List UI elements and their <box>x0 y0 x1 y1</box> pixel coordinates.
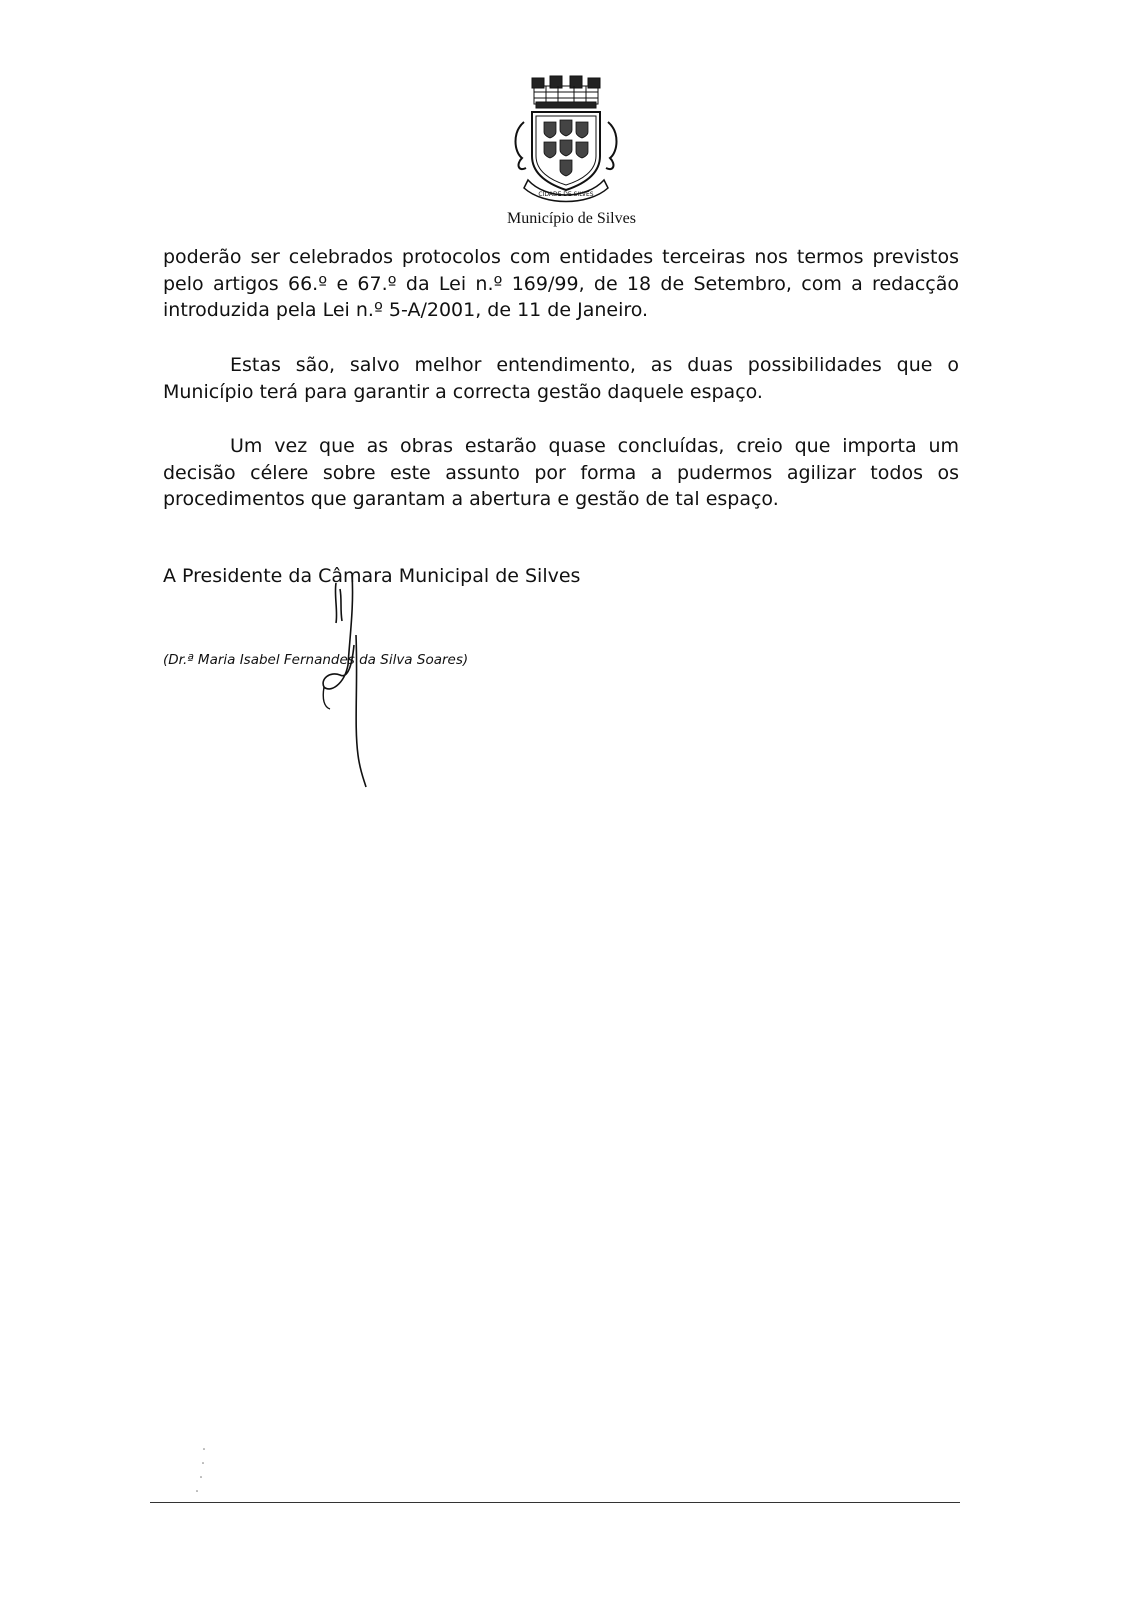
handwritten-signature <box>300 575 400 805</box>
paragraph-3: Um vez que as obras estarão quase concluídas, creio que importa um decisão célere sobre este assunto por forma a pudermos agilizar todos os procedimentos que garantam a abertura e gestão de tal espaço. <box>163 435 959 510</box>
paragraph-1: poderão ser celebrados protocolos com entidades terceiras nos termos previstos pelo artigos 66.º e 67.º da Lei n.º 169/99, de 18 de Setembro, com a redacção introduzida pela Lei n.º 5-A/2001, de 11 de Janeiro. <box>163 246 959 321</box>
municipal-coat-of-arms-icon <box>506 72 626 204</box>
footer-rule <box>150 1502 960 1503</box>
signatory-name: (Dr.ª Maria Isabel Fernandes da Silva Soares) <box>163 652 469 668</box>
crest-ribbon-text: CIDADE DE SILVES <box>537 191 594 198</box>
municipality-name: Município de Silves <box>507 210 636 227</box>
signatory-title: A Presidente da Câmara Municipal de Silves <box>163 565 581 587</box>
paragraph-2: Estas são, salvo melhor entendimento, as duas possibilidades que o Município terá para garantir a correcta gestão daquele espaço. <box>163 354 959 403</box>
scan-marks <box>192 1445 212 1495</box>
letterhead <box>0 72 1131 228</box>
